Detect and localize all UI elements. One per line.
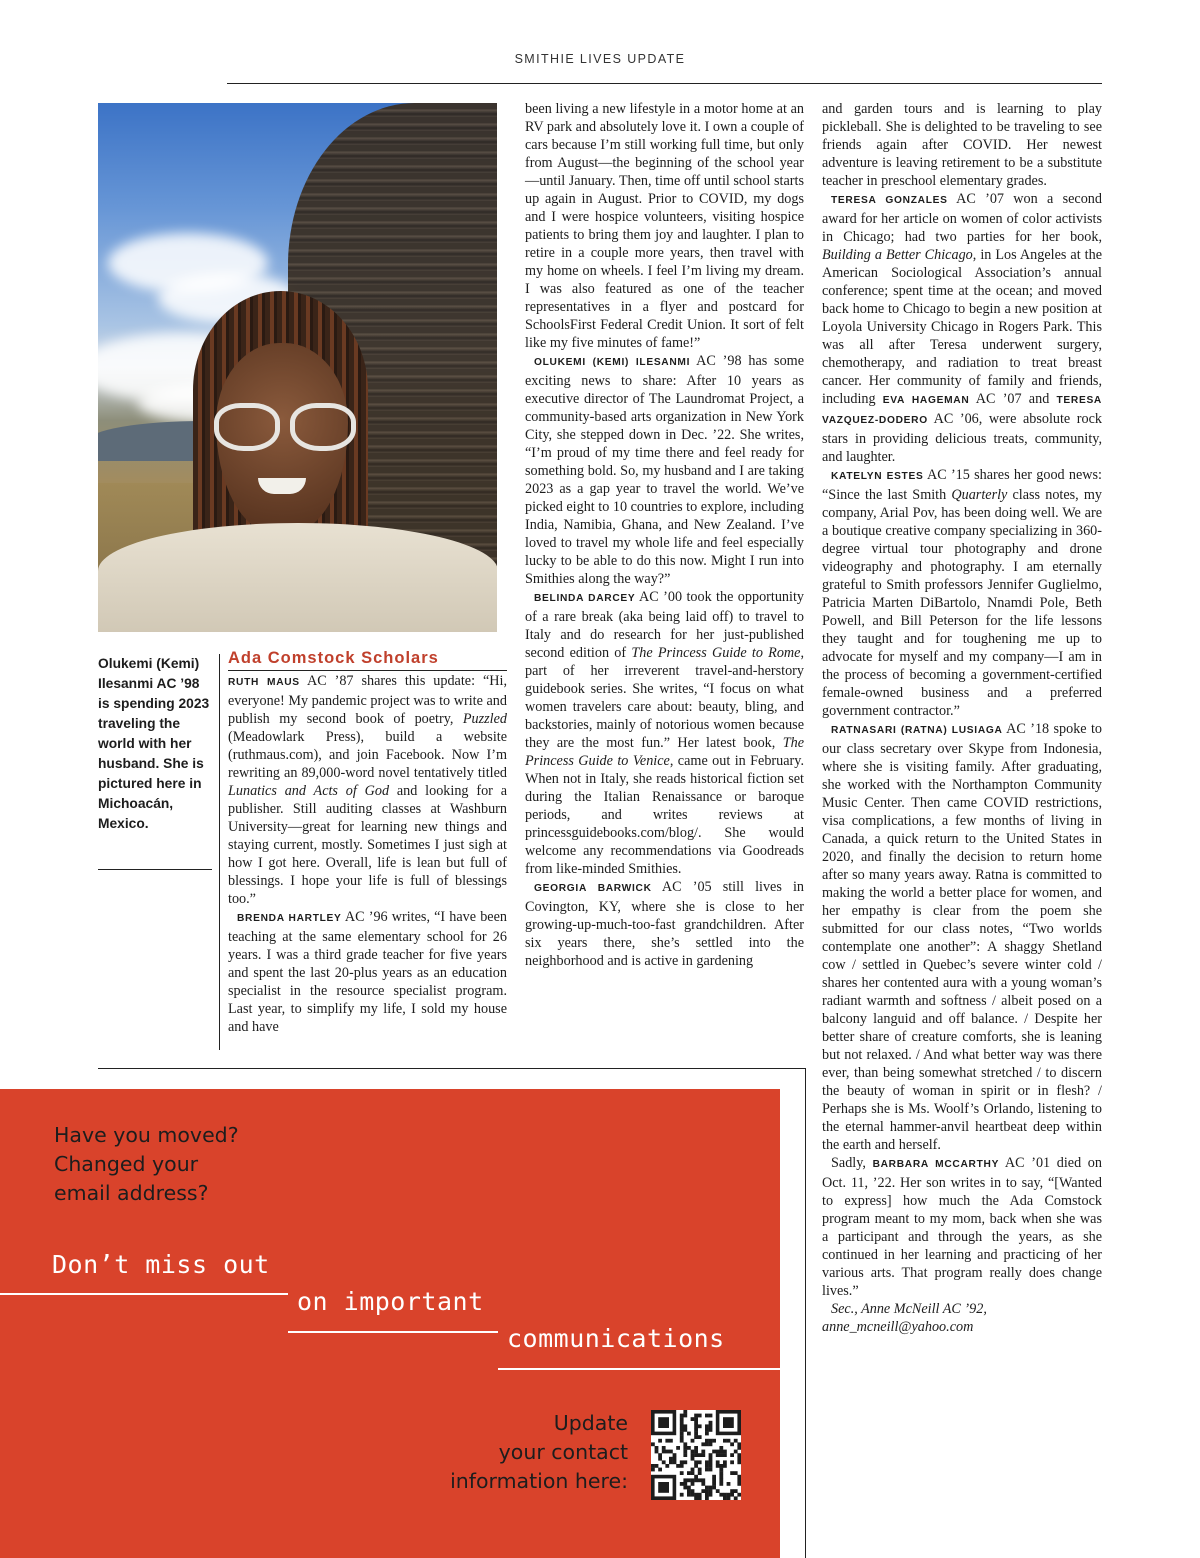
classmate-name: RUTH MAUS [228, 677, 300, 688]
classmate-name: BARBARA MCCARTHY [872, 1159, 1000, 1170]
note-georgia-barwick: GEORGIA BARWICK AC ’05 still lives in Covington, KY, where she is close to her growing-up-much-too-fast grandchildren. After six years there, she’s settled into the neighborhood and is active in gardening [525, 879, 804, 969]
section-title: Ada Comstock Scholars [228, 649, 439, 667]
note-teresa-gonzales: TERESA GONZALES AC ’07 won a second award for her article on women of color activists in Chicago; had two parties for her book, Building a Better Chicago, in Los Angeles at the American Sociological Association’s annual conference; spent time at the ocean; and moved back home to Chicago to begin a new position at Loyola University Chicago in Rogers Park. This was all after Teresa underwent surgery, chemotherapy, and radiation to treat breast cancer. Her community of family and friends, including EVA HAGEMAN AC ’07 and TERESA VAZQUEZ-DODERO AC ’06, were absolute rock stars in providing delicious treats, community, and laughter. [822, 191, 1102, 465]
column-3 [822, 100, 1102, 1336]
classmate-name: TERESA VAZQUEZ-DODERO [822, 395, 1102, 426]
caption-rule [98, 869, 212, 870]
note-belinda-darcey: BELINDA DARCEY AC ’00 took the opportunity of a rare break (aka being laid off) to travel to Italy and do research for her just-published second edition of The Princess Guide to Rome, part of her irreverent travel-and-herstory guidebook series. She writes, “I focus on what women travelers care about: beauty, bling, and backstories, mainly of notorious women because they are the most fun.” Her latest book, The Princess Guide to Venice, came out in February. When not in Italy, she reads historical fiction set during the Italian Renaissance or baroque periods, and writes reviews at princessguidebooks.com/blog/. She would welcome any recommendations via Goodreads from like-minded Smithies. [525, 589, 804, 877]
column-2 [525, 100, 804, 970]
note-kemi-ilesanmi: OLUKEMI (KEMI) ILESANMI AC ’98 has some exciting news to share: After 10 years as executive director of The Laundromat Project, a community-based arts organization in New York City, she stepped down in Dec. ’22. She writes, “I’m proud of my time there and feel ready for something bold. So, my husband and I are taking 2023 as a gap year to travel the world. We’ve picked eight to 10 countries to explore, including India, Namibia, Ghana, and New Zealand. I’ve loved to travel my whole life and feel especially lucky to be able to do this now. Might I run into Smithies along the way?” [525, 353, 804, 587]
classmate-name: OLUKEMI (KEMI) ILESANMI [534, 357, 691, 368]
note-brenda-hartley: BRENDA HARTLEY AC ’96 writes, “I have been teaching at the same elementary school for 26 years. I was a third grade teacher for five years and spent the last 20-plus years as an education specialist in the resource specialist program. Last year, to simplify my life, I sold my house and have [228, 909, 507, 1035]
section-title-rule [228, 670, 507, 671]
promo-line-3: communications [507, 1324, 725, 1353]
qr-code-icon[interactable] [651, 1410, 741, 1500]
column-1 [228, 672, 507, 1036]
class-secretary-email[interactable]: anne_mcneill@yahoo.com [822, 1319, 974, 1335]
class-secretary-signature: Sec., Anne McNeill AC ’92, [831, 1301, 987, 1317]
moved-question: Have you moved? Changed your email address? [54, 1123, 239, 1205]
column-divider [219, 654, 220, 1050]
promo-underline-2 [288, 1331, 498, 1333]
note-ratna-lusiaga: RATNASARI (RATNA) LUSIAGA AC ’18 spoke to our class secretary over Skype from Indonesia, where she is visiting family. After graduating, she worked with the Northampton Community Music Center. Then came COVID restrictions, visa complications, a few months of living in Canada, a quick return to the United States in 2020, and finally the decision to return home after so many years away. Ratna is committed to making the world a better place for women, and her empathy is clear from the poem she submitted for our class notes, “Two worlds contemplate one another”: A shaggy Shetland cow / settled in Quebec’s severe winter cold / shares her contented aura with a young woman’s radiant warmth and softness / albeit posed on a balcony languid and off balance. / Despite her better share of creature comforts, she is leaning but not relaxed. / And what better way was there ever, than being somewhat stretched / to discern the beauty of woman in spirit or in flesh? / Perhaps she is Ms. Woolf’s Orlando, listening to the eternal hammer-anvil heartbeat deep within the earth and herself. [822, 721, 1102, 1153]
update-contact-text: Update your contact information here: [450, 1411, 628, 1493]
note-barbara-mccarthy: Sadly, BARBARA MCCARTHY AC ’01 died on Oct. 11, ’22. Her son writes in to say, “[Wanted to express] how much the Ada Comstock program meant to my mom, back when she was a participant and through the years, as she continued in her learning and practicing of her various arts. That program really does change lives.” [822, 1155, 1102, 1299]
classmate-name: KATELYN ESTES [831, 471, 924, 482]
photo-caption: Olukemi (Kemi) Ilesanmi AC ’98 is spending 2023 traveling the world with her husband. She is pictured here in Michoacán, Mexico. [98, 656, 210, 831]
promo-underline-3 [498, 1368, 780, 1370]
note-continued: been living a new lifestyle in a motor home at an RV park and absolutely love it. I own a couple of cars because I’m still working full time, but only from August—the beginning of the school year—until January. Then, time off until school starts up again in August. Prior to COVID, my dogs and I were hospice volunteers, visiting hospice patients to bring them joy and laughter. I plan to retire in a couple more years, then travel with my home on wheels. I feel I’m living my dream. I was also featured as one of the teacher representatives in a flyer and postcard for SchoolsFirst Federal Credit Union. It sort of felt like my five minutes of fame!” [525, 101, 804, 351]
section-header: SMITHIE LIVES UPDATE [514, 52, 686, 66]
note-katelyn-estes: KATELYN ESTES AC ’15 shares her good news: “Since the last Smith Quarterly class notes, my company, Arial Pov, has been doing well. We are a boutique creative company specializing in 360-degree virtual tour photography and drone videography and photography. I am eternally grateful to Smith professors Jennifer Guglielmo, Patricia Marten DiBartolo, Nnamdi Pole, Beth Powell, and Bill Peterson for the life lessons they taught and for toughening me up to advocate for myself and my company—I am in the process of becoming a government-certified female-owned business and a preferred government contractor.” [822, 467, 1103, 719]
portrait-photo [98, 103, 497, 632]
classmate-name: EVA HAGEMAN [882, 395, 970, 406]
promo-rule-side [805, 1068, 806, 1558]
classmate-name: GEORGIA BARWICK [534, 883, 652, 894]
classmate-name: BELINDA DARCEY [534, 593, 636, 604]
classmate-name: TERESA GONZALES [831, 195, 948, 206]
classmate-name: BRENDA HARTLEY [237, 913, 342, 924]
note-continued: and garden tours and is learning to play pickleball. She is delighted to be traveling to see friends again after COVID. Her newest adventure is leaving retirement to be a substitute teacher in preschool elementary grades. [822, 101, 1102, 189]
classmate-name: RATNASARI (RATNA) LUSIAGA [831, 725, 1003, 736]
promo-rule-top [98, 1068, 806, 1069]
header-rule [227, 83, 1102, 84]
promo-line-2: on important [297, 1287, 484, 1316]
note-ruth-maus: RUTH MAUS AC ’87 shares this update: “Hi, everyone! My pandemic project was to write and publish my second book of poetry, Puzzled (Meadowlark Press), build a website (ruthmaus.com), and join Facebook. Now I’m rewriting an 89,000-word novel tentatively titled Lunatics and Acts of God and looking for a publisher. Still auditing classes at Washburn University—great for learning new things and staying current, mostly. Sometimes I just sigh at how I got here. Overall, life is lean but full of blessings. I hope your life is full of blessings too.” [228, 673, 507, 907]
promo-line-1: Don’t miss out [52, 1250, 270, 1279]
promo-underline-1 [0, 1293, 288, 1295]
